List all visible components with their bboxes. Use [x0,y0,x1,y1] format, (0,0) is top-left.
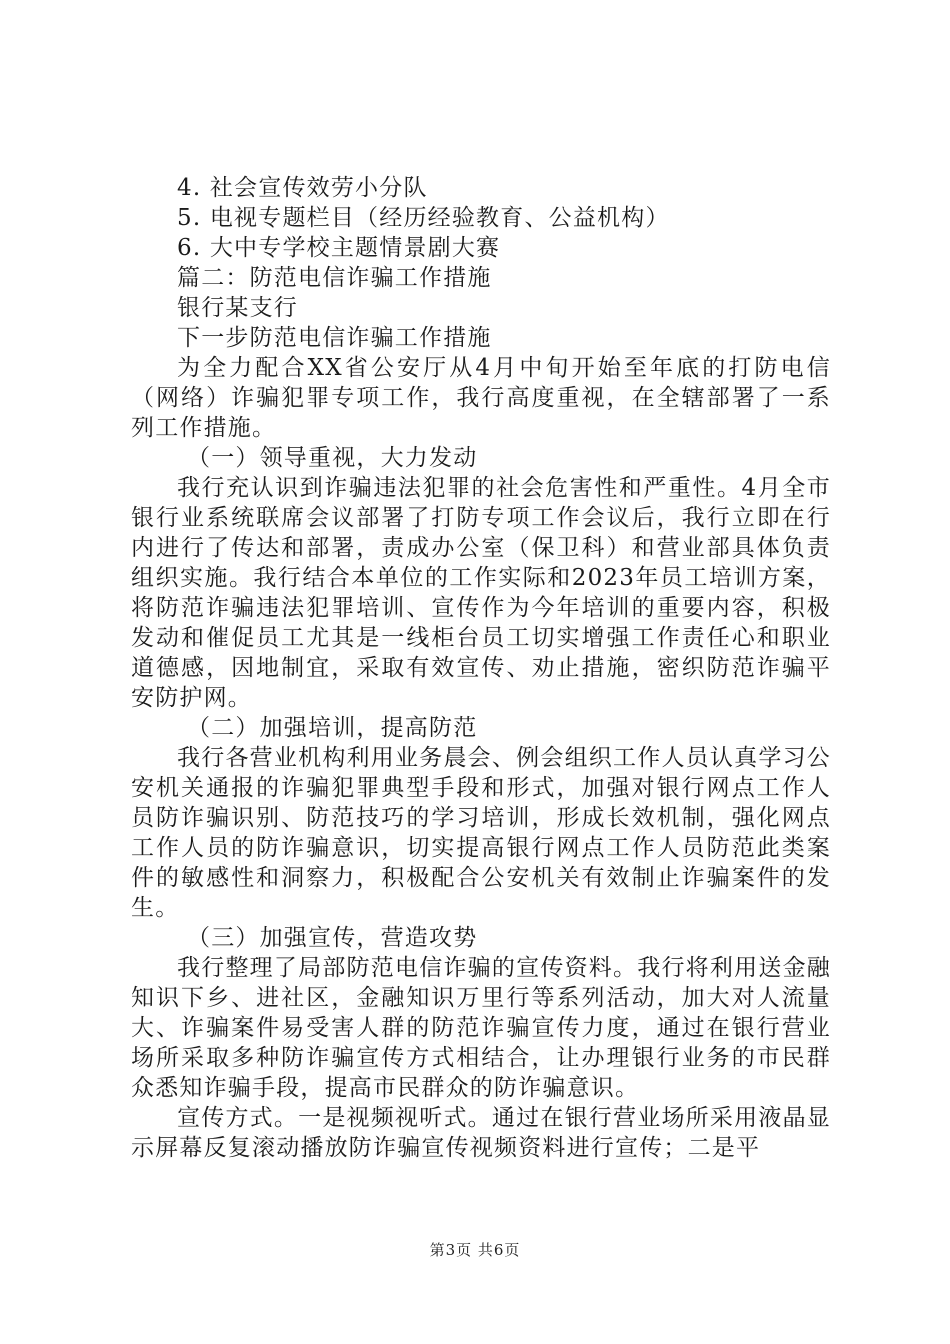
document-body [131,173,831,1163]
list-item: 6. 大中专学校主题情景剧大赛 [177,235,501,261]
section-body: 我行充认识到诈骗违法犯罪的社会危害性和严重性。4月全市银行业系统联席会议部署了打防专项工作会议后，我行立即在行内进行了传达和部署，责成办公室（保卫科）和营业部具体负责组织实施。我行结合本单位的工作实际和2023年员工培训方案，将防范诈骗违法犯罪培训、宣传作为今年培训的重要内容，积极发动和催促员工尤其是一线柜台员工切实增强工作责任心和职业道德感，因地制宜，采取有效宣传、劝止措施，密织防范诈骗平安防护网。 [131,475,831,711]
list-item: 4. 社会宣传效劳小分队 [177,175,428,201]
section-heading: （三）加强宣传，营造攻势 [187,925,478,951]
section-heading: （二）加强培训，提高防范 [187,715,478,741]
doc-title: 下一步防范电信诈骗工作措施 [177,325,492,351]
section-heading: （一）领导重视，大力发动 [187,445,478,471]
org-name: 银行某支行 [177,295,298,321]
page-number: 第3页 共6页 [429,1241,521,1259]
section-title: 篇二：防范电信诈骗工作措施 [177,265,492,291]
section-body: 我行各营业机构利用业务晨会、例会组织工作人员认真学习公安机关通报的诈骗犯罪典型手段和形式，加强对银行网点工作人员防诈骗识别、防范技巧的学习培训，形成长效机制，强化网点工作人员的防诈骗意识，切实提高银行网点工作人员防范此类案件的敏感性和洞察力，积极配合公安机关有效制止诈骗案件的发生。 [131,745,831,921]
section-body: 我行整理了局部防范电信诈骗的宣传资料。我行将利用送金融知识下乡、进社区，金融知识万里行等系列活动，加大对人流量大、诈骗案件易受害人群的防范诈骗宣传力度，通过在银行营业场所采取多种防诈骗宣传方式相结合，让办理银行业务的市民群众悉知诈骗手段，提高市民群众的防诈骗意识。 [131,955,831,1101]
list-item: 5. 电视专题栏目（经历经验教育、公益机构） [177,205,670,231]
closing-paragraph: 宣传方式。一是视频视听式。通过在银行营业场所采用液晶显示屏幕反复滚动播放防诈骗宣传视频资料进行宣传；二是平 [131,1105,831,1161]
intro-paragraph: 为全力配合XX省公安厅从4月中旬开始至年底的打防电信（网络）诈骗犯罪专项工作，我行高度重视，在全辖部署了一系列工作措施。 [131,355,831,441]
